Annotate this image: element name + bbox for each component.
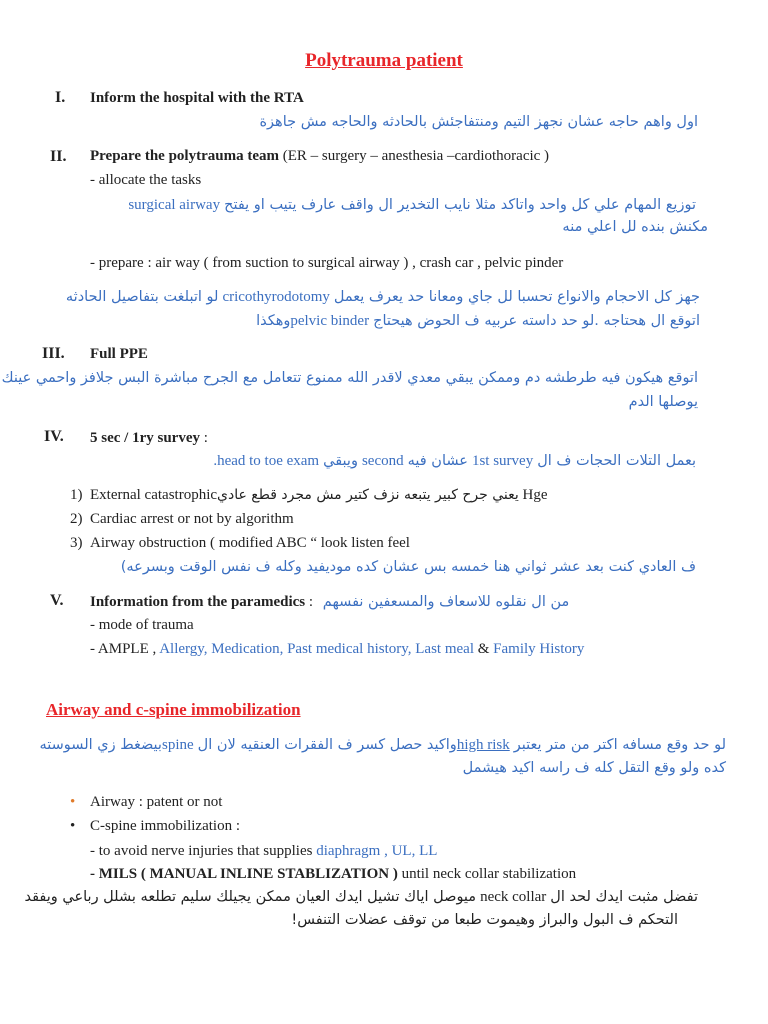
arabic-text: واكيد حصل كسر ف الفقرات العنقيه لان ال <box>197 737 457 753</box>
sub-point: - prepare : air way ( from suction to surgical airway ) , crash car , pelvic pinder <box>90 255 564 271</box>
sub-point <box>90 843 437 860</box>
ample-terms: Family History <box>493 641 585 657</box>
arabic-note: من ال نقلوه للاسعاف والمسعفين نفسهم <box>322 594 570 610</box>
arabic-text: جهز كل الاحجام والانواع تحسبا لل جاي ومعانا حد يعرف يعمل <box>333 289 700 305</box>
item-number: I. <box>55 89 66 106</box>
arabic-note <box>213 452 696 470</box>
arabic-text: لو اتبلغت بتفاصيل الحادثه <box>65 289 219 305</box>
arabic-note <box>128 196 696 214</box>
arabic-note <box>24 888 698 906</box>
bullet-dot: • <box>70 794 76 810</box>
english-term: neck collar <box>480 889 547 905</box>
nerve-targets: diaphragm , UL, LL <box>316 843 438 859</box>
list-number: 3) <box>70 535 83 551</box>
arabic-note: التحكم ف البول والبراز وهيموت طبعا من توقف عضلات التنفس! <box>291 912 678 928</box>
item-heading: Full PPE <box>90 346 148 362</box>
english-term: 1st survey <box>471 453 534 469</box>
item-heading: Inform the hospital with the RTA <box>90 90 304 106</box>
list-item-text: External catastrophic <box>90 487 218 503</box>
english-term: Hge <box>522 487 548 503</box>
sub-point <box>90 641 584 658</box>
item-heading: Prepare the polytrauma team <box>90 148 279 164</box>
item-heading-rest: : <box>305 594 314 610</box>
item-number: V. <box>50 592 64 609</box>
sub-point-rest: until neck collar stabilization <box>397 866 577 882</box>
arabic-note: اول واهم حاجه عشان نجهز التيم ومنتفاجئش بالحادثه والحاجه مش جاهزة <box>259 114 698 130</box>
arabic-text: يعني جرح كبير يتبعه نزف كتير مش مجرد قطع عادي <box>217 487 519 503</box>
page-title: Polytrauma patient <box>305 50 463 71</box>
arabic-text: بعمل التلات الحجات ف ال <box>537 453 696 469</box>
english-term: high risk <box>456 737 510 753</box>
arabic-note: يوصلها الدم <box>628 394 698 410</box>
arabic-text: عشان فيه <box>407 453 468 469</box>
sub-point-label: - to avoid nerve injuries that supplies <box>90 843 313 859</box>
section-title: Airway and c-spine immobilization <box>46 700 301 719</box>
arabic-note: اتوقع هيكون فيه طرطشه دم وممكن يبقي معدي لاقدر الله ممنوع تتعامل مع الجرح مباشرة البس جلافز واحمي عينك <box>1 370 698 386</box>
list-item <box>90 487 548 504</box>
item-heading-rest: (ER – surgery – anesthesia –cardiothoracic ) <box>279 148 550 164</box>
item-heading-line <box>90 594 569 611</box>
mils-label: - MILS ( MANUAL INLINE STABLIZATION ) <box>90 866 398 882</box>
arabic-note: كده ولو وقع التقل كله ف راسه اكيد هيشمل <box>462 760 726 776</box>
arabic-note: ف العادي كنت بعد عشر ثواني هنا خمسه بس عشان كده موديفيد وكله ف نفس الوقت وبسرعه) <box>120 559 696 575</box>
list-item-text: Cardiac arrest or not by algorithm <box>90 511 294 527</box>
english-term: surgical airway <box>128 197 221 213</box>
item-heading: Information from the paramedics <box>90 594 306 610</box>
arabic-text: ميوصل اياك تشيل ايدك العيان ممكن يجيلك سليم تطلعه بشلل رباعي ويفقد <box>24 889 477 905</box>
english-term: pelvic binder <box>290 313 370 329</box>
item-heading: 5 sec / 1ry survey <box>90 430 200 446</box>
arabic-note <box>39 736 726 754</box>
sub-point: - mode of trauma <box>90 617 194 633</box>
english-term: spine <box>161 737 194 753</box>
item-number: II. <box>50 148 67 165</box>
arabic-note <box>66 288 700 306</box>
list-item-text: Airway obstruction ( modified ABC “ look listen feel <box>90 535 410 551</box>
bullet-item: C-spine immobilization : <box>90 818 240 834</box>
list-number: 1) <box>70 487 83 503</box>
bullet-item: Airway : patent or not <box>90 794 223 810</box>
english-term: head to toe exam. <box>213 453 320 469</box>
sub-point-label: - AMPLE , <box>90 641 157 657</box>
ampersand: & <box>477 641 490 657</box>
english-term: cricothyrodotomy <box>222 289 330 305</box>
arabic-text: لو حد وقع مسافه اكتر من متر يعتبر <box>513 737 726 753</box>
arabic-text: توزيع المهام علي كل واحد واتاكد مثلا نايب التخدير ال واقف عارف يتيب او يفتح <box>224 197 696 213</box>
sub-point: - allocate the tasks <box>90 172 202 188</box>
item-heading-rest: : <box>199 430 208 446</box>
arabic-text: بيضغط زي السوسته <box>39 737 162 753</box>
bullet-dot: • <box>70 818 76 834</box>
arabic-text: اتوقع ال هحتاجه .لو حد داسته عربيه ف الحوض هيحتاج <box>373 313 700 329</box>
item-heading-line <box>90 148 549 165</box>
arabic-note <box>256 312 700 330</box>
ample-terms: Allergy, Medication, Past medical history, Last meal <box>159 641 474 657</box>
list-number: 2) <box>70 511 83 527</box>
arabic-note: مكنش بنده لل اعلي منه <box>562 219 708 235</box>
arabic-text: وهكذا <box>256 313 291 329</box>
sub-point <box>90 866 576 883</box>
item-number: III. <box>42 345 65 362</box>
english-term: second <box>361 453 404 469</box>
arabic-text: تفضل مثبت ايدك لحد ال <box>550 889 698 905</box>
arabic-text: ويبقي <box>323 453 358 469</box>
item-number: IV. <box>44 428 64 445</box>
item-heading-line <box>90 430 208 447</box>
